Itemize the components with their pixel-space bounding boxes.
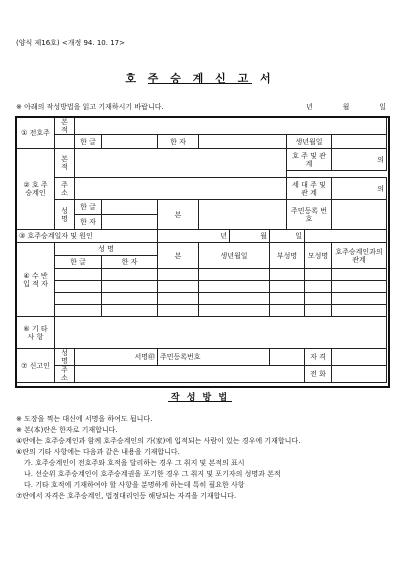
s7-qual-field[interactable] [332, 349, 387, 366]
s4-cell[interactable] [199, 305, 270, 317]
s3-day-field[interactable] [270, 230, 305, 243]
s4-cell[interactable] [305, 281, 332, 293]
s2-bon-label: 본 [158, 200, 199, 230]
s4-cell[interactable] [55, 281, 102, 293]
section7-label: ⑦ 신고인 [17, 349, 55, 383]
s2-jumin-field[interactable] [332, 200, 387, 230]
s2-hangul-label: 한 글 [75, 200, 102, 215]
s2-relation-suffix: 의 [377, 155, 384, 164]
s4-col-name: 성 명 [55, 243, 158, 256]
instruction-line: ④란에는 호주승계인과 함께 호주승계인의 가(家)에 입적되는 사람이 있는 경우에 기재합니다. [16, 437, 301, 445]
instruction-line: 다. 기타 호적에 기재하여야 할 사항을 분명하게 하는데 특히 필요한 사항 [24, 481, 245, 489]
s2-hangul-field[interactable] [102, 200, 158, 215]
s4-cell[interactable] [270, 281, 305, 293]
s3-reason-field[interactable] [305, 230, 387, 243]
s1-hangul-label: 한 글 [75, 135, 102, 149]
s1-hangul-field[interactable] [102, 135, 158, 149]
s2-address-field[interactable] [75, 178, 287, 200]
instruction-line: 가. 호주승계인이 전호주와 호적을 달리하는 경우 그 취지 및 본적의 표시 [24, 459, 245, 467]
s3-month-label: 월 [260, 232, 267, 240]
s7-jumin-field[interactable] [270, 349, 305, 366]
title-underline [148, 83, 252, 84]
date-day-label: 일 [379, 103, 386, 111]
s1-birth-field[interactable] [332, 135, 387, 149]
table-row [17, 281, 387, 293]
s4-cell[interactable] [305, 269, 332, 281]
instructions-list [16, 414, 388, 502]
s1-bonjeok-field[interactable] [75, 118, 387, 135]
report-date[interactable] [306, 102, 386, 112]
instructions-title: 작 성 방 법 [170, 393, 230, 403]
s4-col-father: 부성명 [270, 243, 305, 269]
s3-month-field[interactable] [230, 230, 270, 243]
s1-hanja-label: 한 자 [158, 135, 199, 149]
s2-name-label: 성 명 [55, 200, 75, 230]
s4-cell[interactable] [199, 269, 270, 281]
s3-year-field[interactable] [158, 230, 230, 243]
s4-cell[interactable] [55, 305, 102, 317]
s2-jumin-label: 주민등록 번 호 [287, 200, 332, 230]
date-year-label: 년 [306, 103, 313, 111]
section4-label: ④ 수 반 입 적 자 [17, 243, 55, 317]
s4-cell[interactable] [332, 305, 387, 317]
date-month-label: 월 [342, 103, 350, 111]
form-number: (양식 제16호) <개정 94. 10. 17> [16, 39, 125, 47]
s4-cell[interactable] [332, 269, 387, 281]
s4-cell[interactable] [270, 269, 305, 281]
s7-phone-label: 전 화 [305, 366, 332, 383]
s7-addr-label: 주 소 [55, 366, 75, 383]
instruction-line: ※ 도장을 찍는 대신에 서명을 하여도 됩니다. [16, 415, 153, 423]
s4-col-birth: 생년월일 [199, 243, 270, 269]
s4-cell[interactable] [55, 293, 102, 305]
s1-hanja-field[interactable] [199, 135, 287, 149]
s4-cell[interactable] [102, 281, 158, 293]
s4-cell[interactable] [158, 293, 199, 305]
s4-cell[interactable] [199, 293, 270, 305]
s6-field[interactable] [55, 317, 387, 349]
instruction-line: 나. 선순위 호주승계인이 호주승계권을 포기한 경우 그 취지 및 포기자의 성명과 본적 [24, 470, 281, 478]
s2-relation-label: 호 주 및 관 계 [287, 149, 332, 171]
s2-bonjeok-label: 본 적 [55, 149, 75, 178]
table-row [17, 305, 387, 317]
s2-hanja-field[interactable] [102, 215, 158, 230]
s4-cell[interactable] [332, 293, 387, 305]
instruction-line: ⑦란에서 자격은 호주승계인, 법정대리인등 해당되는 자격을 기재합니다. [16, 492, 237, 500]
instruction-line: ⑥란의 기타 사항에는 다음과 같은 내용을 기재합니다. [16, 448, 180, 456]
s7-phone-field[interactable] [332, 366, 387, 383]
s2-relation-field[interactable] [332, 149, 387, 171]
s7-name-field[interactable] [75, 349, 158, 366]
s4-cell[interactable] [55, 269, 102, 281]
s1-name-spacer [55, 135, 75, 149]
s4-cell[interactable] [158, 305, 199, 317]
section1-label: ① 전호주 [17, 118, 55, 149]
s7-name-label: 성 명 [55, 349, 75, 366]
s4-col-bon: 본 [158, 243, 199, 269]
instructions-title-underline [168, 401, 232, 402]
succession-form-table [16, 117, 387, 383]
s2-bonjeok-field[interactable] [75, 149, 287, 178]
section6-label: ⑥ 기 타 사 항 [17, 317, 55, 349]
section3-label: ③ 호주승계일자 및 원인 [17, 230, 158, 243]
page-title: 호 주 승 계 신 고 서 [125, 72, 275, 85]
instruction-note: ※ 아래의 작성방법을 읽고 기재하시기 바랍니다. [16, 103, 164, 111]
s4-cell[interactable] [305, 305, 332, 317]
s4-cell[interactable] [102, 269, 158, 281]
s4-cell[interactable] [270, 293, 305, 305]
s4-cell[interactable] [270, 305, 305, 317]
s3-day-label: 일 [295, 232, 302, 240]
s7-sign-label: 서명㊞ [134, 353, 155, 361]
s4-col-mother: 모성명 [305, 243, 332, 269]
section2-label: ② 호 주 승계인 [17, 149, 55, 230]
table-row [17, 269, 387, 281]
s2-household-label: 세 대 주 및 관 계 [287, 178, 332, 200]
s4-cell[interactable] [102, 305, 158, 317]
s2-address-label: 주 소 [55, 178, 75, 200]
s4-cell[interactable] [158, 281, 199, 293]
s3-year-label: 년 [220, 232, 227, 240]
s7-addr-field[interactable] [75, 366, 305, 383]
s1-birth-label: 생년월일 [287, 135, 332, 149]
s4-col-hanja: 한 자 [102, 256, 158, 269]
s2-hanja-label: 한 자 [75, 215, 102, 230]
s4-cell[interactable] [332, 281, 387, 293]
s4-col-relation: 호주승계인과의관계 [332, 243, 387, 269]
s2-bon-field[interactable] [199, 200, 287, 230]
s4-cell[interactable] [199, 281, 270, 293]
s4-col-hangul: 한 글 [55, 256, 102, 269]
table-row [17, 293, 387, 305]
s1-bonjeok-label: 본 적 [55, 118, 75, 135]
s7-jumin-label: 주민등록번호 [158, 349, 270, 366]
s4-cell[interactable] [102, 293, 158, 305]
s4-cell[interactable] [158, 269, 199, 281]
instruction-line: ※ 본(本)란은 한자로 기재합니다. [16, 426, 118, 434]
s2-household-field[interactable] [332, 178, 387, 200]
s4-cell[interactable] [305, 293, 332, 305]
s2-household-suffix: 의 [377, 184, 384, 193]
s7-qual-label: 자 격 [305, 349, 332, 366]
